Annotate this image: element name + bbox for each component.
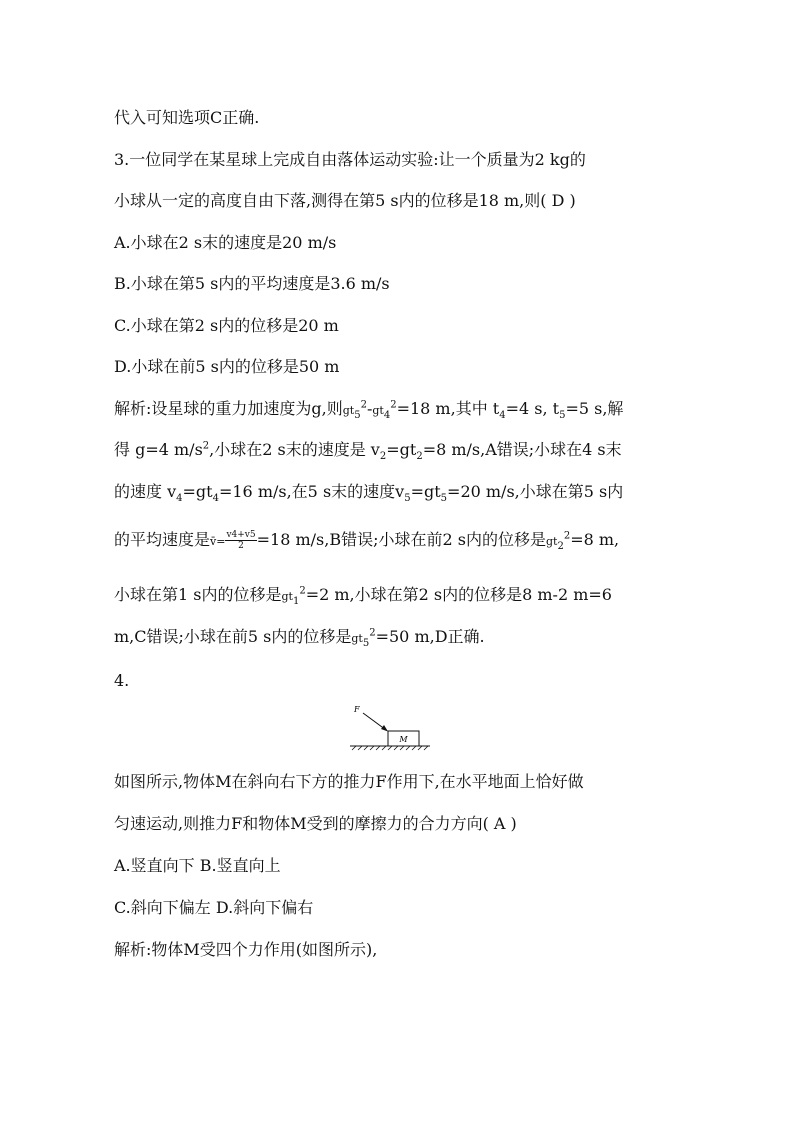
question-3-stem-cont: 小球从一定的高度自由下落,测得在第5 s内的位移是18 m,则( D ) bbox=[114, 191, 576, 210]
text-line: 代入可知选项C正确. bbox=[114, 108, 260, 127]
option-a: A.小球在2 s末的速度是20 m/s bbox=[114, 233, 337, 252]
force-arrowhead bbox=[381, 725, 388, 732]
question-4-stem-cont: 匀速运动,则推力F和物体M受到的摩擦力的合力方向( A ) bbox=[114, 814, 517, 833]
solution-line-3: 的速度 $v_4=gt_4=16$ m/s,在5 s末的速度$v_5=gt_5=20$ m/s,小球在第5 s内 bbox=[114, 482, 624, 505]
ground-hatch bbox=[352, 746, 428, 750]
question-4-options-ab: A.竖直向下 B.竖直向上 bbox=[114, 856, 281, 875]
force-label: F bbox=[354, 705, 360, 714]
force-diagram bbox=[350, 702, 430, 752]
solution-line-5: 小球在第1 s内的位移是$gt_1^2=2$ m,小球在第2 s内的位移是8 m-2 m=6 bbox=[114, 585, 612, 608]
question-4-options-cd: C.斜向下偏左 D.斜向下偏右 bbox=[114, 898, 314, 917]
option-d: D.小球在前5 s内的位移是50 m bbox=[114, 357, 340, 376]
solution-line-1: 解析:设星球的重力加速度为g,则$gt_5^2-gt_4^2=18$ m,其中 $t_4=4$ s, $t_5=5$ s,解 bbox=[114, 399, 624, 422]
question-4-solution: 解析:物体M受四个力作用(如图所示), bbox=[114, 940, 378, 959]
question-3-stem: 3.一位同学在某星球上完成自由落体运动实验:让一个质量为2 kg的 bbox=[114, 150, 586, 169]
solution-line-2: 得 g=4 $m/s^2$,小球在2 s末的速度是 $v_2=gt_2=8$ m/s,A错误;小球在4 s末 bbox=[114, 440, 622, 463]
average-velocity-fraction: $\frac{v4+v5}{2}$ bbox=[226, 530, 256, 551]
solution-line-6: m,C错误;小球在前5 s内的位移是$gt_5^2=50$ m,D正确. bbox=[114, 627, 485, 650]
option-c: C.小球在第2 s内的位移是20 m bbox=[114, 316, 339, 335]
block-label: M bbox=[399, 735, 408, 744]
question-4-number: 4. bbox=[114, 671, 130, 690]
question-4-stem: 如图所示,物体M在斜向右下方的推力F作用下,在水平地面上恰好做 bbox=[114, 772, 584, 791]
option-b: B.小球在第5 s内的平均速度是3.6 m/s bbox=[114, 274, 390, 293]
solution-line-4: 的平均速度是v̄= $\frac{v4+v5}{2}$ =18 m/s,B错误;小球在前2 s内的位移是$gt_2^2=8$ m, bbox=[114, 530, 620, 553]
